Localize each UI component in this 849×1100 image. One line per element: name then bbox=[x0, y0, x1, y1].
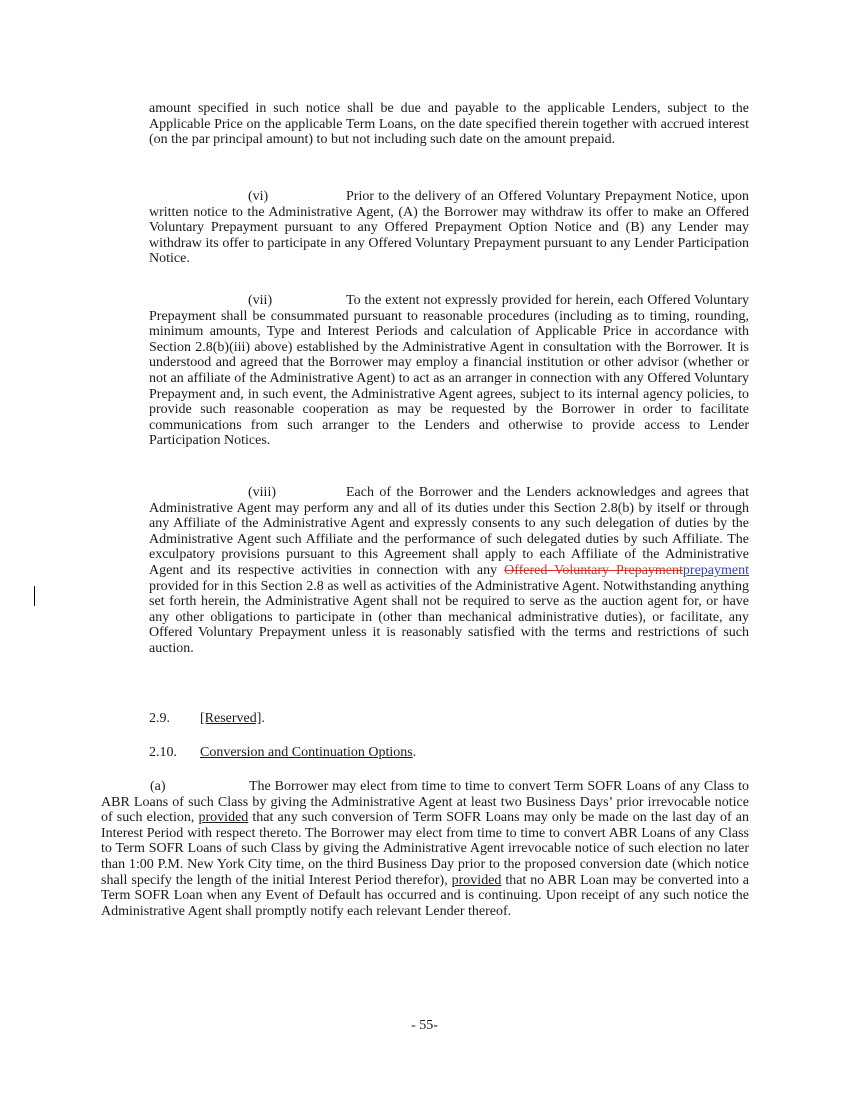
clause-number: (viii) bbox=[248, 485, 276, 500]
paragraph-text: To the extent not expressly provided for herein, each Offered Voluntary Prepayment shall be consummated pursuant to reasonable procedures (including as to timing, rounding, minimum amounts, Type and Interest Periods and calculation of Applicable Price in accordance with Section 2.8(b)(iii) above) established by the Administrative Agent in consultation with the Borrower. It is understood and agreed that the Borrower may employ a financial institution or other advisor (whether or not an affiliate of the Administrative Agent) to act as an arranger in connection with any Offered Voluntary Prepayment and, in such event, the Administrative Agent agrees, subject to its internal agency policies, to provide such reasonable cooperation as may be requested by the Borrower in order to facilitate communications from such arranger to the Lenders and otherwise to provide access to Lender Participation Notices. bbox=[149, 293, 749, 449]
section-heading-2-10 bbox=[149, 745, 416, 761]
paragraph-text: amount specified in such notice shall be due and payable to the applicable Lenders, subject to the Applicable Price on the applicable Term Loans, on the date specified therein together with accrued interest (on the par principal amount) to but not including such date on the amount prepaid. bbox=[149, 101, 749, 148]
paragraph-text: The Borrower may elect from time to time to convert Term SOFR Loans of any Class to ABR Loans of such Class by giving the Administrative Agent at least two Business Days’ prior irrevocable notice of such election, bbox=[101, 779, 749, 826]
paragraph-continuation bbox=[149, 101, 749, 148]
section-number: 2.9. bbox=[149, 711, 170, 726]
paragraph-text: Each of the Borrower and the Lenders acknowledges and agrees that Administrative Agent may perform any and all of its duties under this Section 2.8(b) by itself or through any Affiliate of the Administrative Agent and expressly consents to any such delegation of duties by the Administrative Agent such Affiliate and the performance of such delegated duties by such Affiliate. The exculpatory provisions pursuant to this Agreement shall apply to each Affiliate of the Administrative Agent and its respective activities in connection with any bbox=[149, 485, 749, 578]
paragraph-text: provided for in this Section 2.8 as well as activities of the Administrative Agent. Notwithstanding anything set forth herein, the Administrative Agent shall not be required to serve as the auction agent for, or have any other obligations to participate in (other than mechanical administrative duties), or facilitate, any Offered Voluntary Prepayment unless it is reasonably satisfied with the terms and restrictions of such auction. bbox=[149, 578, 749, 656]
clause-number: (vi) bbox=[248, 189, 269, 204]
section-number: 2.10. bbox=[149, 745, 177, 760]
paragraph-vi bbox=[149, 189, 749, 267]
provided-term: provided bbox=[451, 872, 502, 888]
paragraph-viii bbox=[149, 485, 749, 657]
section-title: [Reserved] bbox=[200, 711, 262, 726]
tracked-insertion: prepayment bbox=[682, 562, 749, 578]
clause-number: (a) bbox=[150, 779, 166, 794]
section-title: Conversion and Continuation Options bbox=[200, 745, 413, 760]
clause-number: (vii) bbox=[248, 293, 273, 308]
section-title-punctuation: . bbox=[261, 711, 265, 726]
page-number: - 55- bbox=[411, 1018, 438, 1033]
paragraph-vii bbox=[149, 293, 749, 449]
tracked-deletion: Offered Voluntary Prepayment bbox=[504, 562, 683, 578]
change-bar bbox=[34, 586, 35, 606]
section-title-punctuation: . bbox=[412, 745, 417, 760]
paragraph-text: Prior to the delivery of an Offered Voluntary Prepayment Notice, upon written notice to the Administrative Agent, (A) the Borrower may withdraw its offer to make an Offered Voluntary Prepayment pursuant to any Offered Prepayment Option Notice and (B) any Lender may withdraw its offer to participate in any Offered Voluntary Prepayment pursuant to any Lender Participation Notice. bbox=[149, 189, 749, 267]
provided-term: provided bbox=[198, 810, 249, 826]
paragraph-a bbox=[101, 779, 749, 919]
section-heading-2-9 bbox=[149, 711, 265, 727]
paragraph-text: that any such conversion of Term SOFR Loans may only be made on the last day of an Interest Period with respect thereto. The Borrower may elect from time to time to convert ABR Loans of any Class to Term SOFR Loans of such Class by giving the Administrative Agent irrevocable notice of such election no later than 1:00 P.M. New York City time, on the third Business Day prior to the proposed conversion date (which notice shall specify the length of the initial Interest Period therefor), bbox=[101, 810, 749, 888]
paragraph-text: that no ABR Loan may be converted into a Term SOFR Loan when any Event of Default has occurred and is continuing. Upon receipt of any such notice the Administrative Agent shall promptly notify each relevant Lender thereof. bbox=[101, 872, 750, 919]
